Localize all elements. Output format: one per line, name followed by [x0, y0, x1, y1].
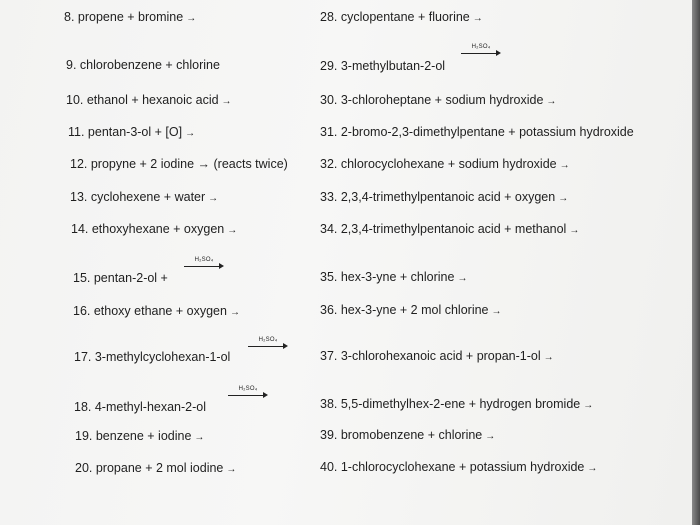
arrow-line	[228, 395, 264, 396]
catalyst-arrow-15	[184, 257, 224, 273]
question-15	[73, 270, 168, 286]
question-text: 32. chlorocyclohexane + sodium hydroxide	[320, 157, 557, 171]
question-18	[74, 399, 206, 415]
catalyst-arrow-17	[248, 337, 288, 353]
reaction-arrow: →	[208, 193, 219, 204]
question-text: 11. pentan-3-ol + [O]	[68, 125, 183, 139]
reaction-arrow: →	[543, 352, 554, 363]
arrow-head	[219, 263, 224, 269]
question-40	[320, 459, 597, 477]
catalyst-arrow-29	[461, 44, 501, 60]
question-text: 37. 3-chlorohexanoic acid + propan-1-ol	[320, 349, 541, 363]
question-11	[68, 124, 195, 142]
photo-edge-shadow	[692, 0, 700, 525]
question-text: 12. propyne + 2 iodine → (reacts twice)	[70, 157, 288, 171]
catalyst-label: H₂SO₄	[194, 257, 214, 263]
question-text: 18. 4-methyl-hexan-2-ol	[74, 400, 207, 414]
reaction-arrow: →	[559, 160, 570, 171]
question-32	[320, 156, 570, 174]
catalyst-label: H₂SO₄	[238, 386, 258, 392]
reaction-arrow: →	[485, 431, 496, 442]
question-33	[320, 189, 568, 207]
reaction-arrow: →	[558, 193, 569, 204]
question-text: 19. benzene + iodine	[75, 429, 192, 443]
question-text: 14. ethoxyhexane + oxygen	[71, 222, 225, 236]
reaction-arrow: →	[583, 400, 594, 411]
reaction-arrow: →	[491, 306, 502, 317]
question-text: 16. ethoxy ethane + oxygen	[73, 304, 227, 318]
question-8	[64, 9, 196, 27]
question-text: 40. 1-chlorocyclohexane + potassium hydroxide	[320, 460, 585, 474]
question-12	[70, 156, 288, 172]
reaction-arrow: →	[229, 307, 240, 318]
question-text: 13. cyclohexene + water	[70, 190, 206, 204]
question-38	[320, 396, 593, 414]
catalyst-label: H₂SO₄	[471, 44, 491, 50]
question-text: 34. 2,3,4-trimethylpentanoic acid + methanol	[320, 222, 567, 236]
arrow-line	[248, 346, 284, 347]
question-text: 35. hex-3-yne + chlorine	[320, 270, 455, 284]
question-14	[71, 221, 237, 239]
arrow-line	[461, 53, 497, 54]
question-text: 17. 3-methylcyclohexan-1-ol	[74, 350, 231, 364]
reaction-arrow: →	[226, 464, 237, 475]
question-text: 9. chlorobenzene + chlorine	[66, 58, 220, 72]
question-text: 38. 5,5-dimethylhex-2-ene + hydrogen bromide	[320, 397, 581, 411]
question-9	[66, 57, 220, 73]
question-34	[320, 221, 579, 239]
question-text: 10. ethanol + hexanoic acid	[66, 93, 219, 107]
reaction-arrow: →	[587, 463, 598, 474]
arrow-head	[283, 343, 288, 349]
question-text: 20. propane + 2 mol iodine	[75, 461, 224, 475]
question-28	[320, 9, 483, 27]
reaction-arrow: →	[472, 13, 483, 24]
question-30	[320, 92, 556, 110]
reaction-arrow: →	[227, 225, 238, 236]
question-text: 31. 2-bromo-2,3-dimethylpentane + potassium hydroxide	[320, 125, 634, 139]
question-text: 36. hex-3-yne + 2 mol chlorine	[320, 303, 489, 317]
question-31	[320, 124, 634, 140]
question-text: 29. 3-methylbutan-2-ol	[320, 59, 446, 73]
question-35	[320, 269, 467, 287]
question-13	[70, 189, 218, 207]
question-text: 33. 2,3,4-trimethylpentanoic acid + oxygen	[320, 190, 556, 204]
arrow-head	[496, 50, 501, 56]
reaction-arrow: →	[569, 225, 580, 236]
reaction-arrow: →	[221, 96, 232, 107]
reaction-arrow: →	[194, 432, 205, 443]
question-16	[73, 303, 240, 321]
question-37	[320, 348, 554, 366]
question-20	[75, 460, 236, 478]
question-text: 30. 3-chloroheptane + sodium hydroxide	[320, 93, 544, 107]
question-text: 8. propene + bromine	[64, 10, 184, 24]
question-text: 15. pentan-2-ol +	[73, 271, 168, 285]
reaction-arrow: →	[457, 273, 468, 284]
question-17	[74, 349, 230, 365]
question-39	[320, 427, 495, 445]
reaction-arrow: →	[186, 13, 197, 24]
arrow-line	[184, 266, 220, 267]
question-text: 39. bromobenzene + chlorine	[320, 428, 483, 442]
catalyst-arrow-18	[228, 386, 268, 402]
arrow-head	[263, 392, 268, 398]
reaction-arrow: →	[546, 96, 557, 107]
question-36	[320, 302, 502, 320]
question-10	[66, 92, 232, 110]
reaction-arrow: →	[185, 128, 196, 139]
question-19	[75, 428, 204, 446]
catalyst-label: H₂SO₄	[258, 337, 278, 343]
question-text: 28. cyclopentane + fluorine	[320, 10, 470, 24]
question-29	[320, 58, 445, 74]
